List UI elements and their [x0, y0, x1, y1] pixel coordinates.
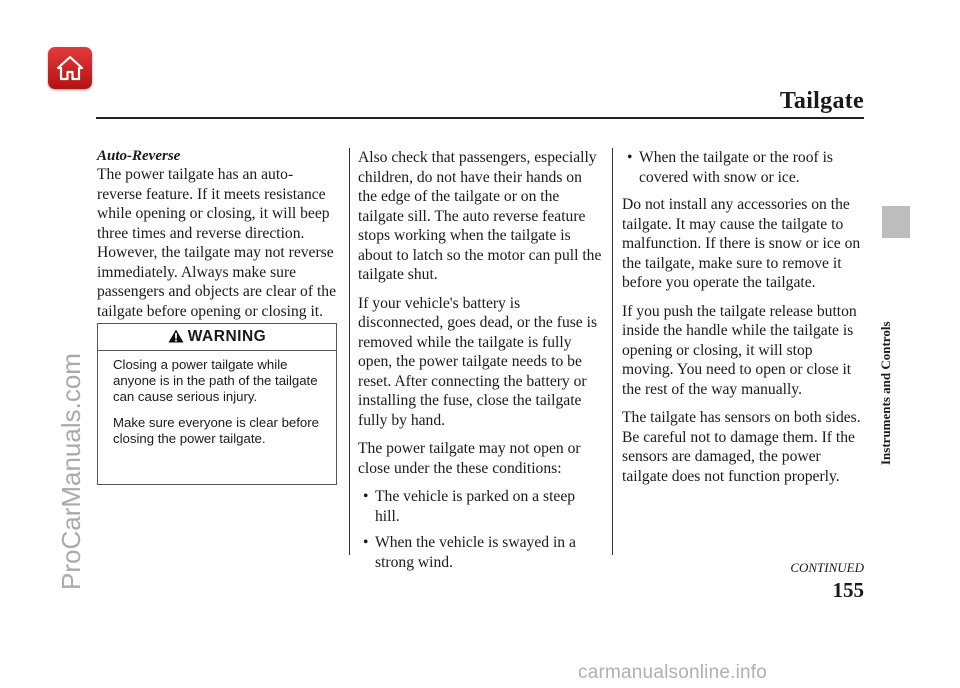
continued-label: CONTINUED — [790, 560, 864, 575]
warning-body — [98, 351, 336, 447]
warning-triangle-icon — [168, 326, 184, 352]
column-divider-1 — [349, 148, 350, 555]
warning-title: WARNING — [187, 328, 267, 345]
conditions-paragraph: The power tailgate may not open or close under the these conditions: — [358, 440, 581, 477]
section-label-text: Instruments and Controls — [878, 321, 893, 465]
warning-header — [98, 324, 336, 351]
warning-box — [97, 323, 337, 485]
section-label — [878, 245, 898, 465]
auto-reverse-heading: Auto-Reverse — [97, 148, 181, 164]
warning-text-2: Make sure everyone is clear before closing the power tailgate. — [113, 415, 319, 446]
column-divider-2 — [612, 148, 613, 555]
list-item: • The vehicle is parked on a steep hill. — [358, 487, 603, 526]
conditions-list-continued — [622, 148, 862, 187]
column-2 — [358, 148, 603, 580]
passengers-paragraph: Also check that passengers, especially children, do not have their hands on the edge of the tailgate or on the tailgate sill. The auto reverse feature stops working when the tailgate is about to latch so the motor can pull the tailgate shut. — [358, 149, 602, 283]
list-item: • When the vehicle is swayed in a strong wind. — [358, 533, 603, 572]
list-item: • When the tailgate or the roof is covered with snow or ice. — [622, 148, 862, 187]
page-title: Tailgate — [779, 88, 864, 114]
battery-paragraph: If your vehicle's battery is disconnected, goes dead, or the fuse is removed while the tailgate is fully open, the power tailgate needs to be reset. After connecting the battery or installing the fuse, close the tailgate fully by hand. — [358, 294, 598, 429]
sensors-paragraph: The tailgate has sensors on both sides. Be careful not to damage them. If the sensors are damaged, the power tailgate does not function properly. — [622, 409, 861, 485]
title-divider — [96, 117, 864, 119]
watermark-bottom: carmanualsonline.info — [578, 662, 768, 683]
warning-text-1: Closing a power tailgate while anyone is in the path of the tailgate can cause serious injury. — [113, 357, 318, 404]
accessories-paragraph: Do not install any accessories on the tailgate. It may cause the tailgate to malfunction. If there is snow or ice on the tailgate, make sure to remove it before you operate the tailgate. — [622, 196, 861, 291]
column-3 — [622, 148, 862, 495]
home-icon — [55, 53, 85, 83]
watermark-left — [56, 353, 96, 610]
release-button-paragraph: If you push the tailgate release button inside the handle while the tailgate is opening or closing, it will stop moving. You need to open or close it the rest of the way manually. — [622, 302, 857, 398]
section-tab — [882, 206, 910, 238]
page-number: 155 — [832, 578, 864, 602]
watermark-left-text: ProCarManuals.com — [56, 353, 86, 590]
conditions-list — [358, 487, 603, 572]
auto-reverse-paragraph: The power tailgate has an auto-reverse feature. If it meets resistance while opening or closing, it will beep three times and reverse direction. However, the tailgate may not reverse immediately. Always make sure passengers and objects are clear of the tailgate before opening or closing it. — [97, 166, 336, 320]
home-button[interactable] — [48, 47, 92, 89]
column-1 — [97, 148, 337, 330]
